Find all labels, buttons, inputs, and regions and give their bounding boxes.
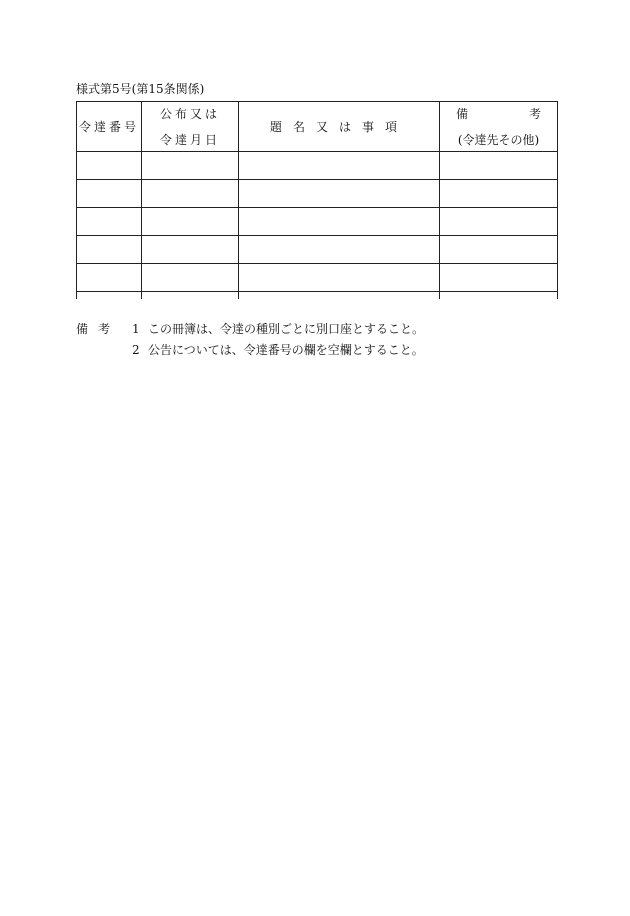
header-date bbox=[142, 102, 239, 152]
cell-number bbox=[77, 292, 142, 300]
cell-number bbox=[77, 236, 142, 264]
cell-remarks bbox=[440, 152, 558, 180]
register-table bbox=[76, 101, 558, 299]
table-row bbox=[77, 152, 558, 180]
header-remarks-left: 備 bbox=[456, 106, 469, 121]
cell-number bbox=[77, 180, 142, 208]
table-row bbox=[77, 208, 558, 236]
cell-remarks bbox=[440, 180, 558, 208]
header-date-line2: 令達月日 bbox=[159, 132, 220, 147]
header-number: 令達番号 bbox=[77, 102, 142, 152]
cell-number bbox=[77, 152, 142, 180]
note-item bbox=[76, 319, 424, 340]
table-row bbox=[77, 236, 558, 264]
cell-remarks bbox=[440, 292, 558, 300]
cell-remarks bbox=[440, 208, 558, 236]
note-number: 1 bbox=[132, 322, 140, 336]
note-number: 2 bbox=[132, 343, 140, 357]
cell-date bbox=[142, 208, 239, 236]
cell-subject bbox=[239, 236, 440, 264]
cell-subject bbox=[239, 292, 440, 300]
notes-section bbox=[76, 319, 424, 361]
form-title: 様式第5号(第15条関係) bbox=[76, 82, 205, 96]
note-text: 公告については、令達番号の欄を空欄とすること。 bbox=[148, 343, 424, 357]
table-row bbox=[77, 264, 558, 292]
cell-date bbox=[142, 292, 239, 300]
cell-remarks bbox=[440, 264, 558, 292]
cell-subject bbox=[239, 208, 440, 236]
table-row bbox=[77, 292, 558, 300]
cell-number bbox=[77, 208, 142, 236]
table-body bbox=[77, 152, 558, 300]
header-subject: 題名又は事項 bbox=[239, 102, 440, 152]
table-row bbox=[77, 180, 558, 208]
header-remarks-sub: (令達先その他) bbox=[457, 132, 540, 147]
cell-subject bbox=[239, 152, 440, 180]
cell-date bbox=[142, 236, 239, 264]
note-item bbox=[76, 340, 424, 361]
cell-remarks bbox=[440, 236, 558, 264]
note-text: この冊簿は、令達の種別ごとに別口座とすること。 bbox=[148, 322, 425, 336]
header-remarks-right: 考 bbox=[528, 106, 541, 121]
cell-date bbox=[142, 180, 239, 208]
header-remarks bbox=[440, 102, 558, 152]
cell-subject bbox=[239, 264, 440, 292]
header-row bbox=[77, 102, 558, 152]
header-date-line1: 公布又は bbox=[159, 106, 220, 121]
cell-date bbox=[142, 152, 239, 180]
cell-date bbox=[142, 264, 239, 292]
notes-label: 備考 bbox=[76, 322, 121, 336]
cell-subject bbox=[239, 180, 440, 208]
cell-number bbox=[77, 264, 142, 292]
